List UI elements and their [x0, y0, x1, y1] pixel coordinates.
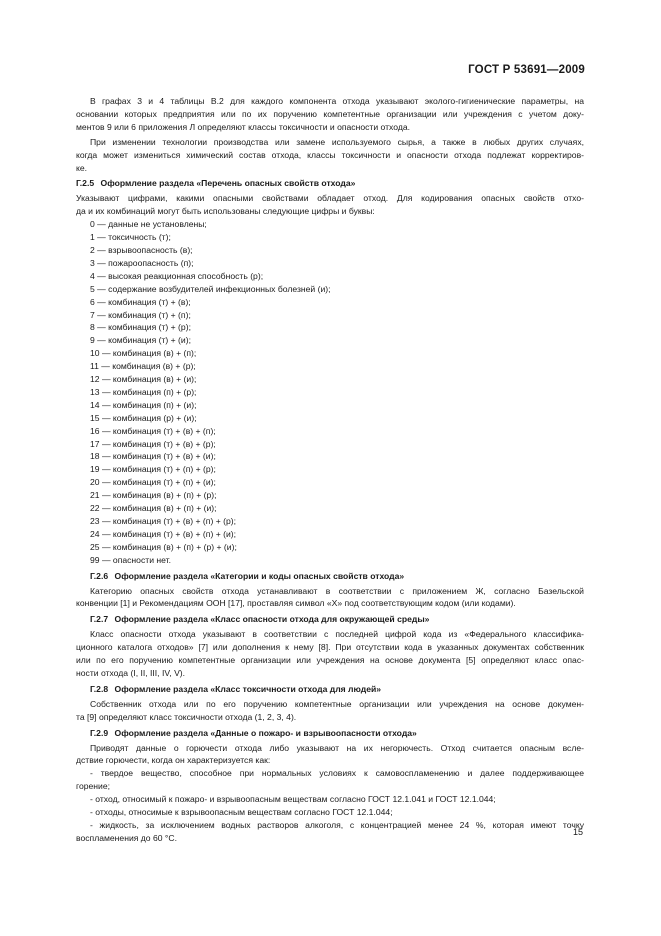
text-line: конвенции [1] и Рекомендациям ООН [17], проставляя символ «Х» под соответствующим кодом (или кодами). [76, 598, 516, 609]
text-line: Категорию опасных свойств отхода устанавливают в соответствии с приложением Ж, согласно Базельской [90, 585, 584, 596]
document-body [76, 95, 584, 845]
list-item: 5 — содержание возбудителей инфекционных болезней (и); [90, 283, 331, 294]
list-item: 6 — комбинация (т) + (в); [90, 296, 191, 307]
text-line: Указывают цифрами, какими опасными свойствами обладает отход. Для кодирования опасных свойств отхо- [76, 193, 584, 204]
list-item: 7 — комбинация (т) + (п); [90, 309, 191, 320]
list-item: 11 — комбинация (в) + (р); [90, 361, 196, 372]
list-item: 0 — данные не установлены; [90, 219, 207, 230]
section-title: Оформление раздела «Перечень опасных свойств отхода» [100, 178, 356, 189]
paragraph [76, 192, 584, 218]
section-number: Г.2.9 [90, 727, 109, 738]
list-item: - жидкость, за исключением водных растворов алкоголя, с концентрацией менее 24 %, которая имеют точку [90, 819, 584, 830]
list-item: 2 — взрывоопасность (в); [90, 244, 193, 255]
list-item: 4 — высокая реакционная способность (р); [90, 270, 264, 281]
text-line: При изменении технологии производства или замене используемого сырья, а также в любых других случаях, [90, 136, 584, 147]
list-item: 12 — комбинация (в) + (и); [90, 374, 197, 385]
section-heading [76, 727, 584, 740]
list-item: 23 — комбинация (т) + (в) + (п) + (р); [90, 516, 236, 526]
text-line: когда может измениться химический состав отхода, классы токсичности и опасности отхода подлежат корректиров- [76, 149, 584, 160]
list-item: 22 — комбинация (в) + (п) + (и); [90, 503, 217, 514]
section-heading [76, 683, 584, 696]
text-line: дствие горючести, когда он характеризуется как: [76, 755, 271, 766]
list-item: - отход, относимый к пожаро- и взрывоопасным веществам согласно ГОСТ 12.1.041 и ГОСТ 12.1.044; [90, 794, 496, 805]
list-item: 3 — пожароопасность (п); [90, 257, 194, 268]
paragraph [76, 742, 584, 768]
text-line: Класс опасности отхода указывают в соответствии с последней цифрой кода из «Федерального классифика- [90, 629, 584, 640]
paragraph [76, 585, 584, 611]
text-line: В графах 3 и 4 таблицы В.2 для каждого компонента отхода указывают эколого-гигиенические параметры, на [90, 96, 584, 106]
list-item: 10 — комбинация (в) + (п); [90, 348, 197, 359]
text-line: основании которых предприятия или по их поручению компетентные организации или учреждения с учетом доку- [76, 108, 584, 119]
list-item: 20 — комбинация (т) + (п) + (и); [90, 477, 216, 488]
paragraph [76, 628, 584, 680]
list-item: 24 — комбинация (т) + (в) + (п) + (и); [90, 528, 237, 539]
text-line: или по его поручению компетентные организации или учреждения на основе документа [5] определяют класс опас- [76, 655, 584, 666]
list-item: 13 — комбинация (п) + (р); [90, 386, 197, 397]
section-number: Г.2.8 [90, 683, 109, 694]
document-header: ГОСТ Р 53691—2009 [468, 64, 585, 76]
section-number: Г.2.6 [90, 570, 109, 581]
list-item: 21 — комбинация (в) + (п) + (р); [90, 490, 217, 501]
section-heading [76, 613, 584, 626]
section-title: Оформление раздела «Данные о пожаро- и взрывоопасности отхода» [114, 727, 417, 738]
list-item: 15 — комбинация (р) + (и); [90, 412, 197, 423]
section-heading [76, 570, 584, 583]
page-number: 15 [573, 827, 584, 837]
text-line: ке. [76, 162, 88, 173]
section-title: Оформление раздела «Класс токсичности отхода для людей» [114, 683, 382, 694]
list-item-continuation: воспламенения до 60 °C. [76, 832, 177, 843]
list-item: 9 — комбинация (т) + (и); [90, 335, 191, 346]
list-item: 25 — комбинация (в) + (п) + (р) + (и); [90, 541, 237, 552]
list-item: 19 — комбинация (т) + (п) + (р); [90, 464, 216, 475]
text-line: да и их комбинаций могут быть использованы следующие цифры и буквы: [76, 206, 375, 217]
list-item: 1 — токсичность (т); [90, 232, 171, 243]
hazard-code-list [76, 218, 584, 566]
list-item: - отходы, относимые к взрывоопасным веществам согласно ГОСТ 12.1.044; [90, 807, 393, 818]
section-number: Г.2.7 [90, 614, 109, 625]
text-line: Приводят данные о горючести отхода либо указывают на их негорючесть. Отход считается опасным вслe- [90, 742, 584, 753]
list-item: - твердое вещество, способное при нормальных условиях к самовоспламенению и далее поддерживающее [90, 768, 584, 779]
text-line: ментов 9 или 6 приложения Л определяют классы токсичности и опасности отхода. [76, 121, 411, 132]
list-item: 14 — комбинация (п) + (и); [90, 399, 197, 410]
section-heading [76, 177, 584, 190]
text-line: ционного каталога отходов» [7] или дополнения к нему [8]. При отсутствии кода в указанных документах собственник [76, 642, 584, 653]
text-line: ности отхода (I, II, III, IV, V). [76, 667, 186, 678]
section-title: Оформление раздела «Категории и коды опасных свойств отхода» [114, 570, 405, 581]
text-line: та [9] определяют класс токсичности отхода (1, 2, 3, 4). [76, 711, 297, 722]
text-line: Собственник отхода или по его поручению компетентные организации или учреждения на основе докумен- [90, 698, 584, 709]
section-title: Оформление раздела «Класс опасности отхода для окружающей среды» [114, 614, 430, 625]
paragraph [76, 136, 584, 175]
list-item: 16 — комбинация (т) + (в) + (п); [90, 425, 216, 436]
list-item: 17 — комбинация (т) + (в) + (р); [90, 438, 216, 449]
list-item: 99 — опасности нет. [90, 554, 171, 565]
list-item: 8 — комбинация (т) + (р); [90, 322, 191, 333]
list-item-continuation: горение; [76, 781, 110, 792]
list-item: 18 — комбинация (т) + (в) + (и); [90, 451, 216, 462]
flammability-list [76, 767, 584, 844]
section-number: Г.2.5 [76, 178, 95, 189]
paragraph [76, 95, 584, 134]
paragraph [76, 698, 584, 724]
